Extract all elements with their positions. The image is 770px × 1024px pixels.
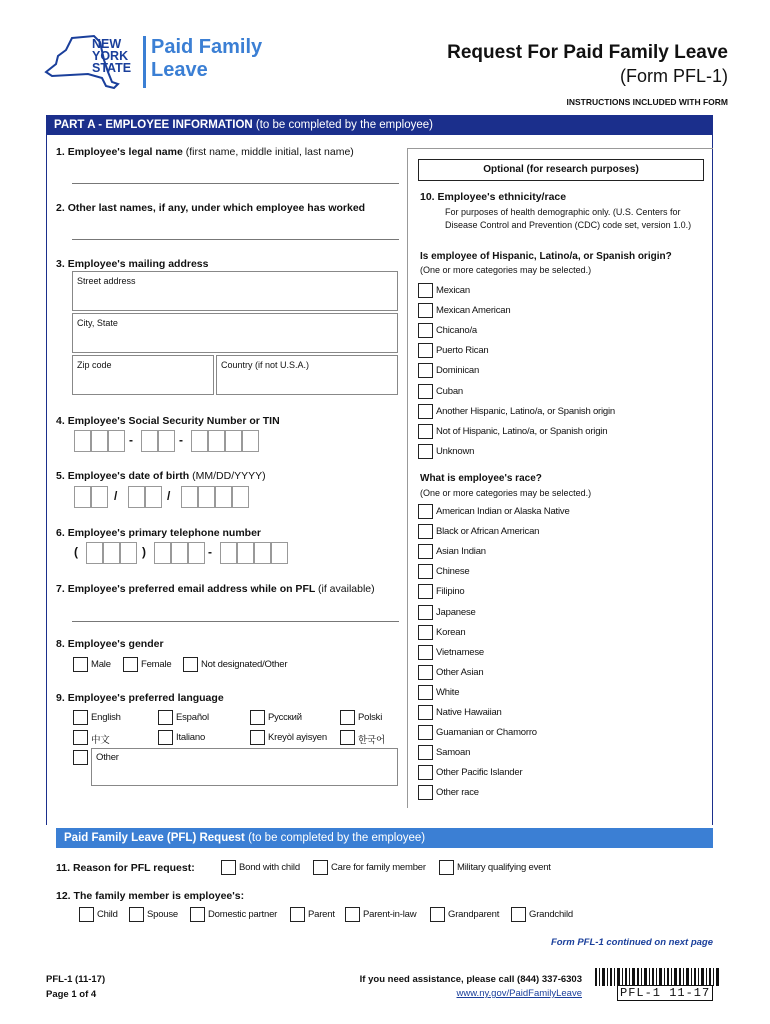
hispanic-option-checkbox-2[interactable] xyxy=(418,323,433,338)
q11-label: 11. Reason for PFL request: xyxy=(56,862,195,874)
family-grandparent-checkbox[interactable] xyxy=(430,907,445,922)
race-option-checkbox-3[interactable] xyxy=(418,564,433,579)
hispanic-option-checkbox-0[interactable] xyxy=(418,283,433,298)
logo-paid-family: Paid Family xyxy=(151,36,263,58)
q10-desc-2: Disease Control and Prevention (CDC) code set, version 1.0.) xyxy=(445,220,692,230)
race-option-checkbox-6[interactable] xyxy=(418,625,433,640)
lang-polish-checkbox[interactable] xyxy=(340,710,355,725)
hispanic-option-label-7: Not of Hispanic, Latino/a, or Spanish origin xyxy=(436,425,608,437)
q7-label: 7. Employee's preferred email address while on PFL (if available) xyxy=(56,583,375,595)
help-phone: If you need assistance, please call (844) 337-6303 xyxy=(359,974,582,985)
race-option-checkbox-0[interactable] xyxy=(418,504,433,519)
street-address-field[interactable]: Street address xyxy=(72,271,398,311)
race-option-checkbox-1[interactable] xyxy=(418,524,433,539)
race-hint: (One or more categories may be selected.) xyxy=(420,488,592,498)
lang-creole-label: Kreyòl ayisyen xyxy=(268,732,327,743)
race-option-checkbox-14[interactable] xyxy=(418,785,433,800)
race-option-label-7: Vietnamese xyxy=(436,646,484,658)
barcode-icon xyxy=(595,968,721,986)
q12-label: 12. The family member is employee's: xyxy=(56,890,245,902)
pfl-title: Paid Family Leave (PFL) Request xyxy=(64,832,245,844)
hispanic-hint: (One or more categories may be selected.) xyxy=(420,265,592,275)
race-option-label-2: Asian Indian xyxy=(436,546,486,558)
family-spouse-label: Spouse xyxy=(147,909,179,920)
part-a-subtitle: (to be completed by the employee) xyxy=(255,119,433,131)
gender-female-checkbox[interactable] xyxy=(123,657,138,672)
race-question: What is employee's race? xyxy=(420,473,542,484)
lang-chinese-label: 中文 xyxy=(91,735,110,746)
q3-label: 3. Employee's mailing address xyxy=(56,258,209,270)
lang-korean-checkbox[interactable] xyxy=(340,730,355,745)
family-child-checkbox[interactable] xyxy=(79,907,94,922)
race-option-label-11: Guamanian or Chamorro xyxy=(436,727,537,739)
race-option-label-6: Korean xyxy=(436,626,466,638)
email-field[interactable] xyxy=(72,621,399,622)
family-parent-in-law-checkbox[interactable] xyxy=(345,907,360,922)
hispanic-question: Is employee of Hispanic, Latino/a, or Spanish origin? xyxy=(420,251,672,262)
hispanic-option-checkbox-6[interactable] xyxy=(418,404,433,419)
race-option-checkbox-8[interactable] xyxy=(418,665,433,680)
race-option-checkbox-7[interactable] xyxy=(418,645,433,660)
zip-code-field[interactable]: Zip code xyxy=(72,355,214,395)
family-grandchild-label: Grandchild xyxy=(529,909,573,920)
gender-female-label: Female xyxy=(141,659,172,670)
hispanic-option-label-0: Mexican xyxy=(436,285,470,296)
family-parent-checkbox[interactable] xyxy=(290,907,305,922)
hispanic-option-label-8: Unknown xyxy=(436,445,475,457)
other-names-field[interactable] xyxy=(72,239,399,240)
hispanic-option-label-1: Mexican American xyxy=(436,305,511,317)
hispanic-option-checkbox-3[interactable] xyxy=(418,343,433,358)
lang-chinese-checkbox[interactable] xyxy=(73,730,88,745)
lang-italian-checkbox[interactable] xyxy=(158,730,173,745)
race-option-label-0: American Indian or Alaska Native xyxy=(436,506,570,517)
pfl-website-link[interactable]: www.ny.gov/PaidFamilyLeave xyxy=(456,988,582,999)
form-code: PFL-1 (11-17) xyxy=(46,974,106,985)
race-option-checkbox-5[interactable] xyxy=(418,605,433,620)
race-option-label-12: Samoan xyxy=(436,747,471,759)
family-grandparent-label: Grandparent xyxy=(448,909,500,920)
barcode-text: PFL-1 11-17 xyxy=(617,985,713,1001)
race-option-label-13: Other Pacific Islander xyxy=(436,767,523,779)
family-grandchild-checkbox[interactable] xyxy=(511,907,526,922)
race-option-label-5: Japanese xyxy=(436,606,476,618)
race-option-label-3: Chinese xyxy=(436,566,470,578)
lang-other-field[interactable]: Other xyxy=(91,748,398,786)
race-option-checkbox-4[interactable] xyxy=(418,584,433,599)
lang-english-checkbox[interactable] xyxy=(73,710,88,725)
race-option-checkbox-13[interactable] xyxy=(418,765,433,780)
instructions-note: INSTRUCTIONS INCLUDED WITH FORM xyxy=(566,97,728,107)
race-option-label-14: Other race xyxy=(436,787,479,799)
hispanic-option-checkbox-1[interactable] xyxy=(418,303,433,318)
hispanic-option-label-3: Puerto Rican xyxy=(436,345,489,357)
city-state-field[interactable]: City, State xyxy=(72,313,398,353)
race-option-label-9: White xyxy=(436,686,460,698)
lang-italian-label: Italiano xyxy=(176,732,206,743)
q9-label: 9. Employee's preferred language xyxy=(56,692,224,704)
logo-leave: Leave xyxy=(151,59,208,81)
continued-note: Form PFL-1 continued on next page xyxy=(550,937,713,948)
lang-russian-label: Русский xyxy=(268,712,302,723)
race-option-label-10: Native Hawaiian xyxy=(436,707,502,718)
lang-korean-label: 한국어 xyxy=(358,735,385,746)
q1-label: 1. Employee's legal name (first name, middle initial, last name) xyxy=(56,146,354,158)
q10-label: 10. Employee's ethnicity/race xyxy=(420,191,567,203)
gender-male-label: Male xyxy=(91,659,111,670)
barcode xyxy=(595,968,721,1002)
family-spouse-checkbox[interactable] xyxy=(129,907,144,922)
form-title: Request For Paid Family Leave xyxy=(447,42,728,63)
hispanic-option-checkbox-7[interactable] xyxy=(418,424,433,439)
dob-field[interactable]: / / xyxy=(74,486,274,508)
ssn-field[interactable]: - - xyxy=(74,430,274,452)
gender-other-checkbox[interactable] xyxy=(183,657,198,672)
gender-other-label: Not designated/Other xyxy=(201,659,288,670)
pfl-subtitle: (to be completed by the employee) xyxy=(248,832,426,844)
hispanic-option-label-2: Chicano/a xyxy=(436,325,477,337)
legal-name-field[interactable] xyxy=(72,183,399,184)
reason-care-label: Care for family member xyxy=(331,862,426,873)
reason-bond-checkbox[interactable] xyxy=(221,860,236,875)
q5-label: 5. Employee's date of birth (MM/DD/YYYY) xyxy=(56,470,266,482)
part-a-title: PART A - EMPLOYEE INFORMATION xyxy=(54,119,253,131)
family-partner-checkbox[interactable] xyxy=(190,907,205,922)
hispanic-option-checkbox-8[interactable] xyxy=(418,444,433,459)
lang-russian-checkbox[interactable] xyxy=(250,710,265,725)
optional-title-box: Optional (for research purposes) xyxy=(418,159,704,181)
race-option-label-4: Filipino xyxy=(436,586,465,598)
family-parent-label: Parent xyxy=(308,909,335,920)
hispanic-option-checkbox-4[interactable] xyxy=(418,363,433,378)
hispanic-option-label-6: Another Hispanic, Latino/a, or Spanish origin xyxy=(436,405,616,417)
gender-male-checkbox[interactable] xyxy=(73,657,88,672)
lang-other-checkbox[interactable] xyxy=(73,750,88,765)
race-option-checkbox-12[interactable] xyxy=(418,745,433,760)
race-option-label-1: Black or African American xyxy=(436,526,540,538)
reason-military-label: Military qualifying event xyxy=(457,862,551,873)
hispanic-option-label-5: Cuban xyxy=(436,385,463,397)
reason-bond-label: Bond with child xyxy=(239,862,300,873)
logo-state: STATE xyxy=(92,61,132,75)
family-child-label: Child xyxy=(97,909,118,920)
race-option-checkbox-2[interactable] xyxy=(418,544,433,559)
part-a-header xyxy=(46,115,713,135)
logo-york: YORK xyxy=(92,49,129,63)
lang-english-label: English xyxy=(91,712,121,723)
reason-care-checkbox[interactable] xyxy=(313,860,328,875)
form-id: (Form PFL-1) xyxy=(620,66,728,86)
family-parent-in-law-label: Parent-in-law xyxy=(363,909,417,920)
lang-spanish-checkbox[interactable] xyxy=(158,710,173,725)
pfl-request-header xyxy=(56,828,713,848)
race-option-checkbox-10[interactable] xyxy=(418,705,433,720)
race-option-checkbox-11[interactable] xyxy=(418,725,433,740)
nys-logo xyxy=(42,32,272,92)
hispanic-option-checkbox-5[interactable] xyxy=(418,384,433,399)
page-number: Page 1 of 4 xyxy=(46,989,97,1000)
hispanic-option-label-4: Dominican xyxy=(436,365,480,377)
q6-label: 6. Employee's primary telephone number xyxy=(56,527,261,539)
country-field[interactable]: Country (if not U.S.A.) xyxy=(216,355,398,395)
q8-label: 8. Employee's gender xyxy=(56,638,164,650)
q4-label: 4. Employee's Social Security Number or TIN xyxy=(56,415,280,427)
family-partner-label: Domestic partner xyxy=(208,909,278,920)
lang-creole-checkbox[interactable] xyxy=(250,730,265,745)
race-option-checkbox-9[interactable] xyxy=(418,685,433,700)
q2-label: 2. Other last names, if any, under which employee has worked xyxy=(56,202,366,214)
logo-new: NEW xyxy=(92,37,122,51)
reason-military-checkbox[interactable] xyxy=(439,860,454,875)
q10-desc-1: For purposes of health demographic only. (U.S. Centers for xyxy=(445,207,681,217)
race-option-label-8: Other Asian xyxy=(436,666,484,678)
phone-field[interactable]: ( ) - xyxy=(74,542,294,564)
lang-polish-label: Polski xyxy=(358,712,383,723)
lang-spanish-label: Español xyxy=(176,712,209,723)
